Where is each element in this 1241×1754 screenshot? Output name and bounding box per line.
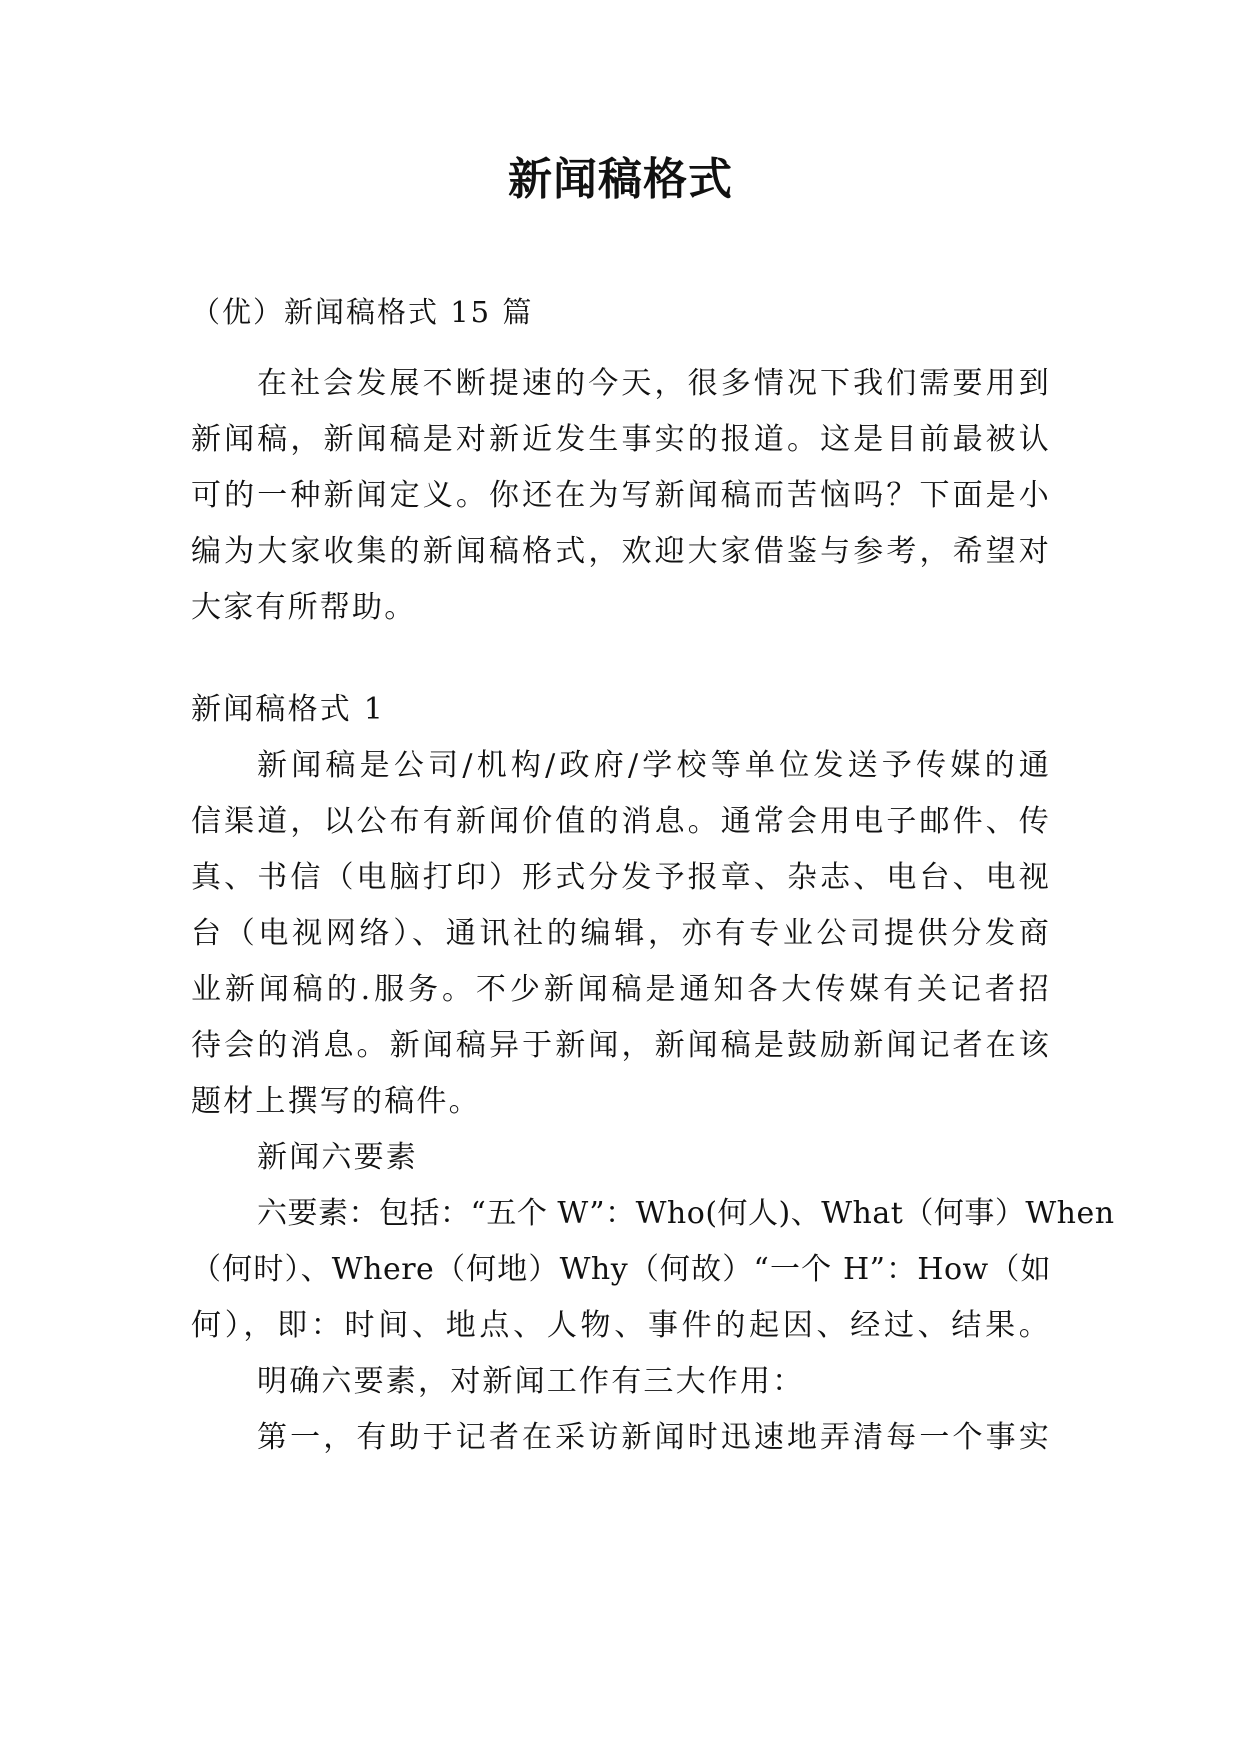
body-line: 何），即：时间、地点、人物、事件的起因、经过、结果。 bbox=[191, 1308, 1051, 1343]
body-line: 待会的消息。新闻稿异于新闻，新闻稿是鼓励新闻记者在该 bbox=[191, 1028, 1051, 1063]
body-line: 新闻六要素 bbox=[257, 1140, 418, 1175]
intro-line: 在社会发展不断提速的今天，很多情况下我们需要用到 bbox=[257, 366, 1051, 401]
body-line: 台（电视网络）、通讯社的编辑，亦有专业公司提供分发商 bbox=[191, 916, 1051, 951]
intro-line: 新闻稿，新闻稿是对新近发生事实的报道。这是目前最被认 bbox=[191, 422, 1051, 457]
body-line: 真、书信（电脑打印）形式分发予报章、杂志、电台、电视 bbox=[191, 860, 1051, 895]
document-subtitle: （优）新闻稿格式 15 篇 bbox=[191, 295, 534, 329]
intro-line: 编为大家收集的新闻稿格式，欢迎大家借鉴与参考，希望对 bbox=[191, 534, 1051, 569]
intro-line: 可的一种新闻定义。你还在为写新闻稿而苦恼吗？下面是小 bbox=[191, 478, 1051, 513]
body-line: 明确六要素，对新闻工作有三大作用： bbox=[257, 1364, 805, 1399]
body-line: 业新闻稿的.服务。不少新闻稿是通知各大传媒有关记者招 bbox=[191, 972, 1051, 1007]
intro-line: 大家有所帮助。 bbox=[191, 590, 417, 625]
body-line: 新闻稿是公司/机构/政府/学校等单位发送予传媒的通 bbox=[257, 748, 1051, 783]
section-heading: 新闻稿格式 1 bbox=[191, 692, 386, 727]
body-line: （何时）、Where（何地）Why（何故）“一个 H”：How（如 bbox=[191, 1252, 1051, 1287]
body-line: 信渠道，以公布有新闻价值的消息。通常会用电子邮件、传 bbox=[191, 804, 1051, 839]
body-line: 题材上撰写的稿件。 bbox=[191, 1084, 481, 1119]
body-line: 第一，有助于记者在采访新闻时迅速地弄清每一个事实 bbox=[257, 1420, 1051, 1455]
document-title: 新闻稿格式 bbox=[508, 154, 733, 205]
body-line: 六要素：包括：“五个 W”：Who(何人)、What（何事）When bbox=[257, 1196, 1115, 1231]
